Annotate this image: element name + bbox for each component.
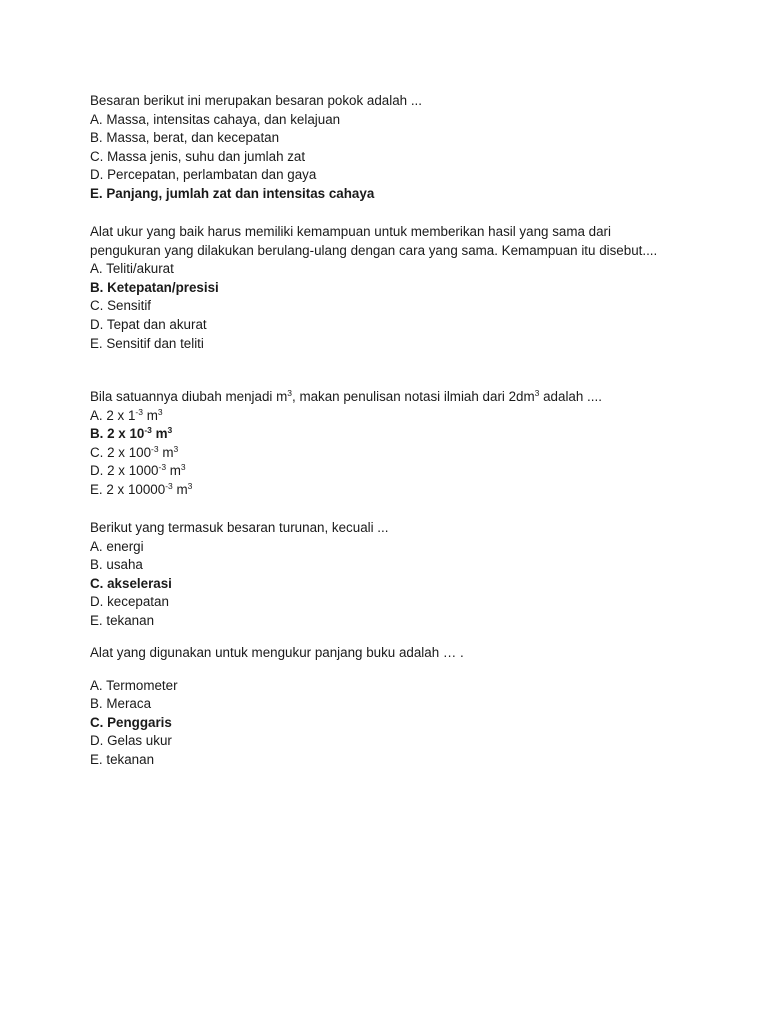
option-unit: m xyxy=(151,426,168,442)
stem-superscript-2: 3 xyxy=(534,388,540,398)
question-stem xyxy=(90,388,688,407)
option-base: C. 2 x 100 xyxy=(90,444,152,460)
option-b-correct xyxy=(90,425,688,444)
stem-part-2: , makan penulisan notasi ilmiah dari 2dm xyxy=(292,389,535,404)
option-b-correct: B. Ketepatan/presisi xyxy=(90,279,219,295)
option-a: A. Massa, intensitas cahaya, dan kelajuan xyxy=(90,111,341,127)
option-a xyxy=(90,407,688,426)
option-c xyxy=(90,444,688,463)
option-unit: m xyxy=(166,463,181,479)
option-a: A. energi xyxy=(90,538,144,554)
option-e: E. Sensitif dan teliti xyxy=(90,335,204,351)
option-exponent: -3 xyxy=(144,425,152,436)
option-unit-exponent: 3 xyxy=(173,443,179,454)
option-b: B. Massa, berat, dan kecepatan xyxy=(90,130,280,146)
stem-part-3: adalah .... xyxy=(539,389,602,404)
option-c: C. Sensitif xyxy=(90,298,152,314)
question-3 xyxy=(90,388,688,500)
option-exponent: -3 xyxy=(151,443,159,454)
option-e xyxy=(90,481,688,500)
option-e: E. tekanan xyxy=(90,612,155,628)
option-base: E. 2 x 10000 xyxy=(90,481,166,497)
option-unit-exponent: 3 xyxy=(180,462,186,473)
option-e: E. tekanan xyxy=(90,751,155,767)
option-unit-exponent: 3 xyxy=(167,425,173,436)
stem-part-1: Bila satuannya diubah menjadi m xyxy=(90,389,288,404)
option-base: B. 2 x 10 xyxy=(90,426,145,442)
spacer xyxy=(90,663,688,677)
option-base: A. 2 x 1 xyxy=(90,407,136,423)
question-4 xyxy=(90,519,688,631)
option-a: A. Termometer xyxy=(90,677,178,693)
option-exponent: -3 xyxy=(135,406,143,417)
question-stem: Alat yang digunakan untuk mengukur panjang buku adalah … . xyxy=(90,645,464,660)
option-d: D. Gelas ukur xyxy=(90,733,172,749)
option-d: D. Tepat dan akurat xyxy=(90,316,207,332)
question-stem-line-1: Alat ukur yang baik harus memiliki kemampuan untuk memberikan hasil yang sama dari xyxy=(90,224,611,239)
option-unit-exponent: 3 xyxy=(187,480,193,491)
option-d: D. Percepatan, perlambatan dan gaya xyxy=(90,167,317,183)
option-unit: m xyxy=(142,407,158,423)
question-stem: Berikut yang termasuk besaran turunan, kecuali ... xyxy=(90,520,389,535)
option-c-correct: C. Penggaris xyxy=(90,714,172,730)
option-d: D. kecepatan xyxy=(90,594,169,610)
question-stem: Besaran berikut ini merupakan besaran pokok adalah ... xyxy=(90,93,422,108)
option-base: D. 2 x 1000 xyxy=(90,463,159,479)
question-2 xyxy=(90,223,688,353)
question-1 xyxy=(90,92,688,204)
option-b: B. Meraca xyxy=(90,696,152,712)
option-e-correct: E. Panjang, jumlah zat dan intensitas cahaya xyxy=(90,185,375,201)
option-unit: m xyxy=(158,444,174,460)
question-stem-line-2: pengukuran yang dilakukan berulang-ulang dengan cara yang sama. Kemampuan itu disebut.... xyxy=(90,242,658,258)
option-a: A. Teliti/akurat xyxy=(90,261,174,277)
option-unit-exponent: 3 xyxy=(157,406,163,417)
option-exponent: -3 xyxy=(165,480,173,491)
option-c-correct: C. akselerasi xyxy=(90,575,172,591)
question-5 xyxy=(90,644,688,770)
option-c: C. Massa jenis, suhu dan jumlah zat xyxy=(90,148,306,164)
option-exponent: -3 xyxy=(158,462,167,473)
stem-superscript-1: 3 xyxy=(287,388,292,398)
option-b: B. usaha xyxy=(90,557,143,573)
option-d xyxy=(90,462,688,481)
option-unit: m xyxy=(172,481,188,497)
